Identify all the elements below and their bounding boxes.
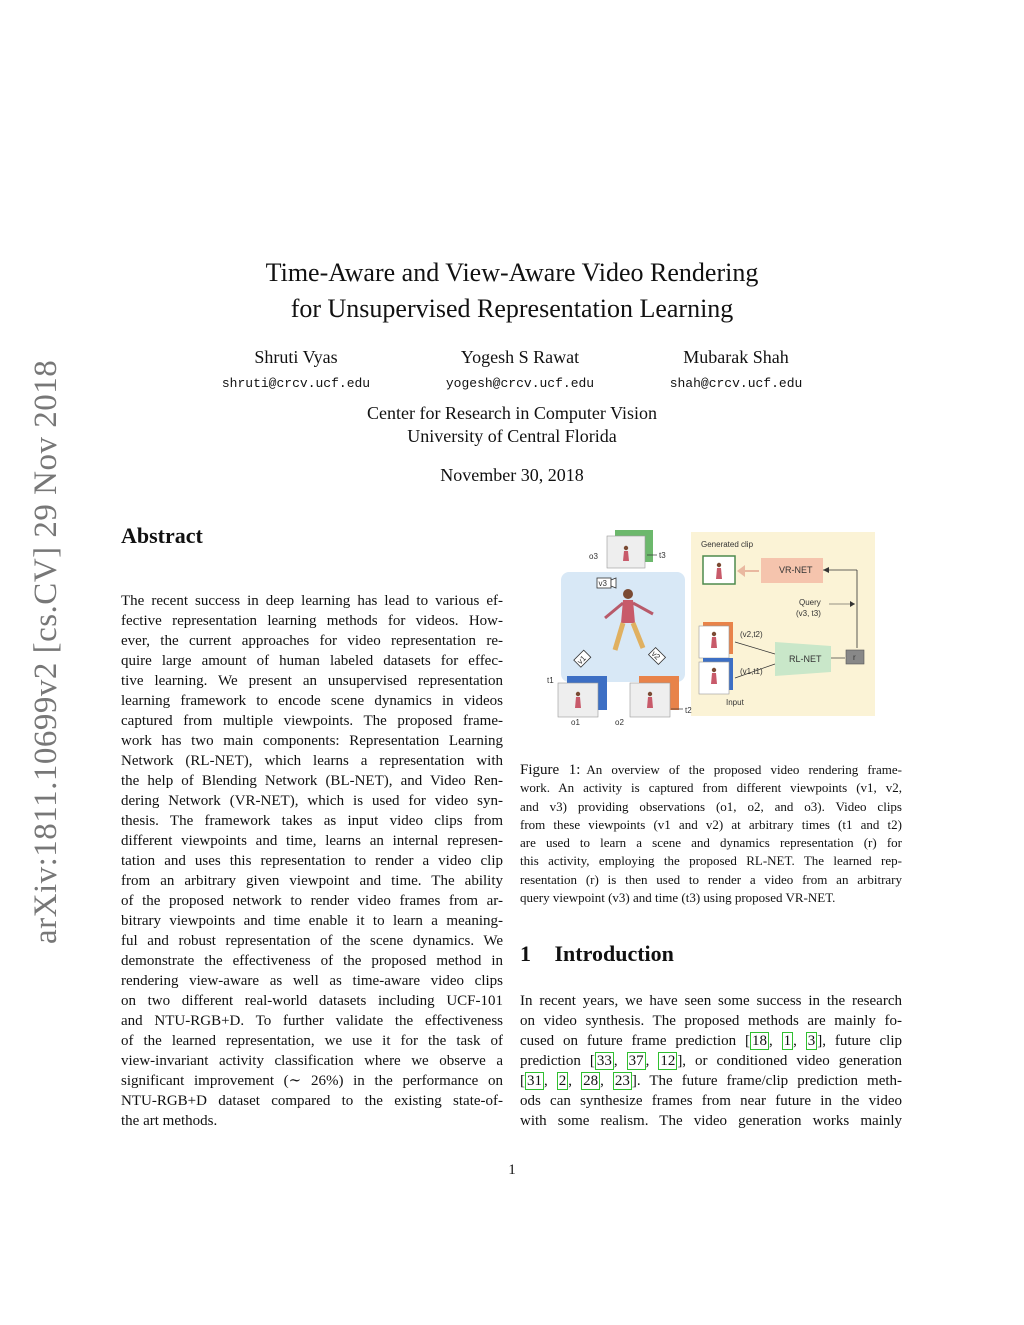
caption-line: resentation (r) is then used to render a video from an arbitrary xyxy=(520,871,902,887)
abstract-body xyxy=(121,591,503,1131)
author-email[interactable]: shah@crcv.ucf.edu xyxy=(669,376,803,391)
title-line-1: Time-Aware and View-Aware Video Rendering xyxy=(265,258,759,287)
abstract-line: the help of Blending Network (BL-NET), and Video Ren- xyxy=(121,773,503,789)
abstract-line: of the proposed network to render video frames from ar- xyxy=(121,893,503,909)
label-v1t1: (v1,t1) xyxy=(740,667,763,676)
figure-1-caption xyxy=(520,761,902,907)
abstract-line: demonstrate the effectiveness of the proposed method in xyxy=(121,953,503,969)
text: , xyxy=(544,1073,557,1089)
affiliation-line-1: Center for Research in Computer Vision xyxy=(366,403,658,423)
text: , xyxy=(568,1073,582,1089)
text: [ xyxy=(520,1073,525,1089)
abstract-line: different viewpoints and time, learns an internal represen- xyxy=(121,833,503,849)
citation-link[interactable]: 3 xyxy=(807,1033,816,1049)
clip-o1 xyxy=(558,676,607,717)
abstract-line: ful and robust representation of the scene dynamics. We xyxy=(121,933,503,949)
citation-link[interactable]: 12 xyxy=(660,1053,676,1069)
text: , xyxy=(769,1033,782,1049)
abstract-line: work has two main components: Representation Learning xyxy=(121,733,503,749)
label-query-values: (v3, t3) xyxy=(796,609,821,618)
introduction-body xyxy=(520,991,902,1131)
label-v1: v1 xyxy=(575,653,588,667)
abstract-line: The recent success in deep learning has lead to various ef- xyxy=(121,593,503,609)
intro-line xyxy=(520,1051,902,1071)
label-v3: v3 xyxy=(598,579,607,588)
abstract-line: learning framework to encode scene dynamics in videos xyxy=(121,693,503,709)
author-name: Yogesh S Rawat xyxy=(460,347,580,367)
arxiv-stamp: arXiv:1811.10699v2 [cs.CV] 29 Nov 2018 xyxy=(28,359,64,944)
caption-line: this activity, employing the proposed RL-NET. The learned rep- xyxy=(520,853,902,869)
abstract-line: significant improvement (∼ 26%) in the performance on xyxy=(121,1073,503,1089)
abstract-line: dering Network (VR-NET), which is used for video syn- xyxy=(121,793,503,809)
author-email[interactable]: shruti@crcv.ucf.edu xyxy=(221,376,371,391)
abstract-line: on two different real-world datasets including UCF-101 xyxy=(121,993,503,1009)
author-name: Mubarak Shah xyxy=(683,347,789,367)
text: ], or conditioned video generation xyxy=(677,1053,902,1069)
intro-line xyxy=(520,1071,902,1091)
abstract-line: bitrary viewpoints and time enable it to learn a meaning- xyxy=(121,913,503,929)
label-t2: t2 xyxy=(685,706,692,715)
citation-link[interactable]: 31 xyxy=(527,1073,542,1089)
caption-label: Figure 1: xyxy=(520,762,581,778)
text: cused on future frame prediction [ xyxy=(520,1033,751,1049)
label-input: Input xyxy=(726,698,744,707)
intro-line: In recent years, we have seen some success in the research xyxy=(520,993,902,1009)
abstract-line: and NTU-RGB+D. To further validate the effectiveness xyxy=(121,1013,503,1029)
intro-line: on video synthesis. The proposed methods are mainly fo- xyxy=(520,1013,902,1029)
caption-line: work. An activity is captured from different viewpoints (v1, v2, xyxy=(520,780,902,796)
caption-line: are used to learn a scene and dynamics representation (r) for xyxy=(520,835,902,851)
author-1 xyxy=(166,347,426,391)
label-o2: o2 xyxy=(615,718,624,727)
abstract-heading: Abstract xyxy=(121,523,203,548)
citation-link[interactable]: 1 xyxy=(783,1033,792,1049)
text: , xyxy=(793,1033,806,1049)
abstract-line: ever, the current approaches for video representation re- xyxy=(121,633,503,649)
citation-link[interactable]: 37 xyxy=(628,1053,644,1069)
abstract-line: Network (RL-NET), which learns a representation with xyxy=(121,753,503,769)
author-3 xyxy=(606,347,866,391)
abstract-line: tive learning. We present an unsupervised representation xyxy=(121,673,503,689)
page-number: 1 xyxy=(508,1162,516,1178)
text: , xyxy=(600,1073,613,1089)
paper-date: November 30, 2018 xyxy=(440,465,584,485)
intro-line: ods can synthesize frames from near future in the video xyxy=(520,1093,902,1109)
text: , xyxy=(645,1053,659,1069)
caption-line xyxy=(520,761,902,779)
text: ]. The future frame/clip prediction meth- xyxy=(631,1073,903,1089)
citation-link[interactable]: 33 xyxy=(596,1053,612,1069)
abstract-line: rendering view-aware as well as time-aware video clips xyxy=(121,973,503,989)
citation-link[interactable]: 28 xyxy=(583,1073,599,1089)
label-v2: v2 xyxy=(649,649,662,662)
abstract-line: thesis. The framework takes as input video clips from xyxy=(121,813,503,829)
author-name: Shruti Vyas xyxy=(254,347,338,367)
label-rl-net: RL-NET xyxy=(789,654,822,664)
abstract-line: of the learned representation, we use it for the task of xyxy=(121,1033,503,1049)
label-o1: o1 xyxy=(571,718,580,727)
section-title: Introduction xyxy=(554,941,674,966)
label-generated-clip: Generated clip xyxy=(701,540,754,549)
section-number: 1 xyxy=(520,941,531,966)
intro-line: with some realism. The video generation works mainly xyxy=(520,1113,902,1129)
title-line-2: for Unsupervised Representation Learning xyxy=(290,294,734,323)
label-o3: o3 xyxy=(589,552,598,561)
caption-line: and v3) providing observations (o1, o2, and o3). Video clips xyxy=(520,798,902,814)
text: , xyxy=(613,1053,627,1069)
abstract-line: view-invariant activity classification where we observe a xyxy=(121,1053,503,1069)
abstract-line: captured from multiple viewpoints. The proposed frame- xyxy=(121,713,503,729)
caption-text: An overview of the proposed video rendering frame- xyxy=(586,762,902,777)
label-r: r xyxy=(853,653,856,662)
caption-line: from these viewpoints (v1 and v2) at arbitrary times (t1 and t2) xyxy=(520,816,902,832)
abstract-line: fective representation learning methods for videos. How- xyxy=(121,613,503,629)
citation-link[interactable]: 18 xyxy=(752,1033,768,1049)
introduction-heading xyxy=(520,941,674,967)
abstract-line: quire large amount of human labeled datasets for effec- xyxy=(121,653,503,669)
citation-link[interactable]: 23 xyxy=(614,1073,630,1089)
label-vr-net: VR-NET xyxy=(779,565,813,575)
figure-1 xyxy=(547,528,875,730)
abstract-line: from an arbitrary given viewpoint and time. The ability xyxy=(121,873,503,889)
text: prediction [ xyxy=(520,1053,595,1069)
abstract-line: NTU-RGB+D dataset compared to the existing state-of- xyxy=(121,1093,503,1109)
clip-o2 xyxy=(630,676,679,717)
camera-v3-icon xyxy=(597,578,616,588)
affiliation-line-2: University of Central Florida xyxy=(407,426,617,446)
intro-line xyxy=(520,1031,902,1051)
author-email[interactable]: yogesh@crcv.ucf.edu xyxy=(445,376,595,391)
label-t1: t1 xyxy=(547,676,554,685)
label-v2t2: (v2,t2) xyxy=(740,630,763,639)
caption-line: query viewpoint (v3) and time (t3) using proposed VR-NET. xyxy=(520,890,836,906)
citation-link[interactable]: 2 xyxy=(558,1073,567,1089)
paper-title xyxy=(0,255,1024,327)
abstract-line: the art methods. xyxy=(121,1113,218,1129)
label-t3: t3 xyxy=(659,551,666,560)
text: ], future clip xyxy=(817,1033,903,1049)
label-query: Query xyxy=(799,598,821,607)
clip-o3 xyxy=(607,530,653,568)
abstract-line: tation and uses this representation to render a video clip xyxy=(121,853,503,869)
